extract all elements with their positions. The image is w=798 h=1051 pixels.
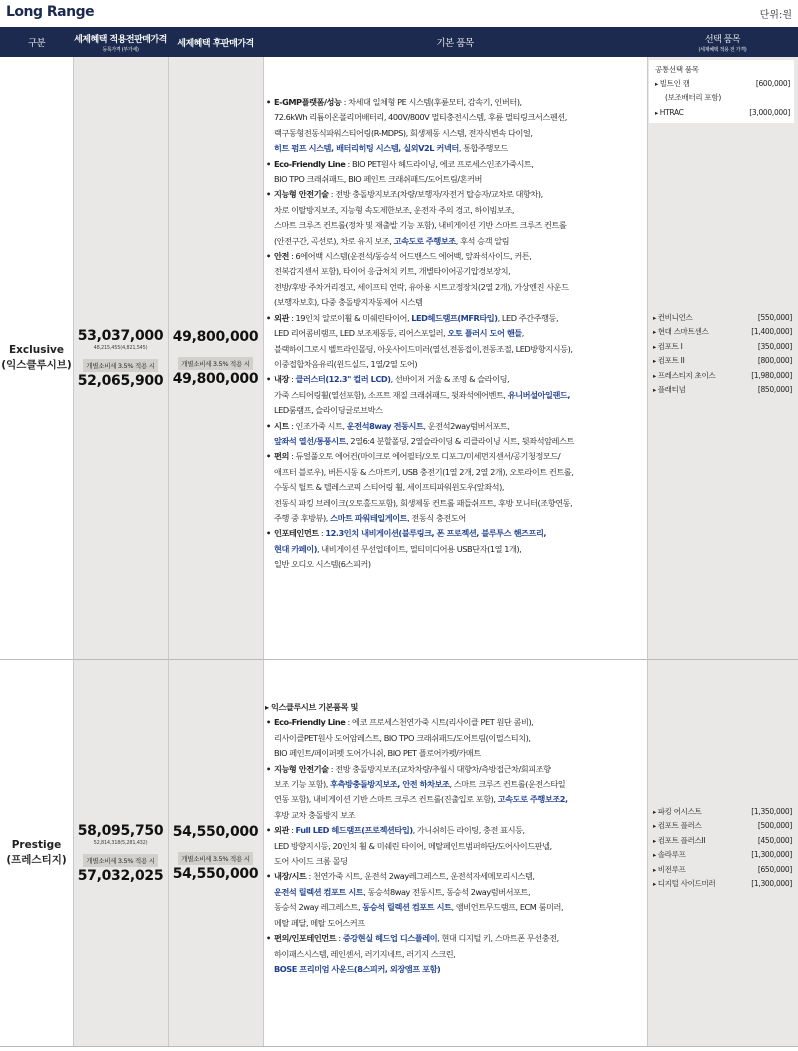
basic-line: 가죽 스티어링휠(열선포함), 소프트 재질 크래쉬패드, 뒷좌석에어벤트, 유니버설아일랜드,	[274, 389, 571, 400]
tax-tag: 개별소비세 3.5% 적용 시	[178, 852, 252, 865]
trim-name-en: Prestige	[11, 839, 62, 851]
option-item: ▸ 플래티넘 [850,000]	[653, 383, 796, 397]
price-after-cell	[168, 57, 263, 659]
option-item: ▸ 비전루프 [650,000]	[653, 863, 796, 877]
header-col-options-label: 선택 품목	[704, 34, 741, 45]
basic-item: • Eco-Friendly Line : BIO PET원사 헤드라이닝, 에코 프로세스인조가죽시트,	[263, 157, 647, 172]
trim-name-exclusive	[0, 57, 73, 659]
basic-item: • 내장/시트 : 천연가죽 시트, 운전석 2way레그레스트, 운전석자세메모리시스템,	[263, 869, 647, 884]
option-item: ▸ 빌트인 캠 [600,000]	[655, 77, 794, 91]
basic-line: BIO TPO 크래쉬패드, BIO 페인트 크래쉬패드/도어트림/혼커버	[274, 174, 483, 185]
price-before-sub: 48,215,455(4,821,545)	[93, 344, 148, 351]
header-col-price-before	[73, 27, 168, 57]
basic-line: 스마트 크루즈 컨트롤(정차 및 재출발 기능 포함), 내비게이션 기반 스마트 크루즈 컨트롤	[274, 220, 567, 231]
basic-line: 히트 펌프 시스템, 배터리히팅 시스템, 실외V2L 커넥터, 통합주행모드	[274, 143, 508, 154]
basic-head: ▸ 익스클루시브 기본품목 및	[265, 702, 358, 712]
basic-line: 애프터 블로우), 버튼시동 & 스마트키, USB 충전기(1열 2개, 2열 2개), 오토라이트 컨트롤,	[274, 466, 574, 477]
basic-item: • 내장 : 클러스터(12.3" 컬러 LCD), 선바이저 거울 & 조명 & 슬라이딩,	[263, 372, 647, 387]
tax-tag: 개별소비세 3.5% 적용 시	[83, 854, 157, 867]
basic-line: (안전구간, 곡선로), 차로 유지 보조, 고속도로 주행보조, 후석 승객 알림	[274, 235, 510, 246]
basic-item: • 외관 : 19인치 알로이휠 & 미쉐린타이어, LED헤드램프(MFR타입), LED 주간주행등,	[263, 311, 647, 326]
col-divider	[263, 57, 264, 1046]
basic-item: • 편의/인포테인먼트 : 증강현실 헤드업 디스플레이, 현대 디지털 키, 스마트폰 무선충전,	[263, 931, 647, 946]
price-before-sub: 52,814,318(5,281,432)	[93, 839, 148, 846]
unit-label: 단위:원	[759, 10, 792, 21]
basic-line: 전방/후방 주차거리경고, 세이프티 언락, 유아용 시트고정장치(2열 2개), 가상엔진 사운드	[274, 281, 569, 292]
basic-line: (보행자보호), 다중 충돌방지자동제어 시스템	[274, 297, 423, 308]
basic-item: • 지능형 안전기술 : 전방 충돌방지보조(차량/보행자/자전거 탑승자/교차로 대향차),	[263, 187, 647, 202]
header-col-basic	[263, 27, 647, 57]
basic-item: • Eco-Friendly Line : 에코 프로세스천연가죽 시트(리사이클 PET 원단 콤비),	[263, 715, 647, 730]
basic-line: 주행 중 후방뷰), 스마트 파워테일게이트, 전동식 충전도어	[274, 512, 466, 523]
basic-line: 72.6kWh 리튬이온폴리머배터리, 400V/800V 멀티충전시스템, 후륜 멀티링크서스펜션,	[274, 112, 567, 123]
options-exclusive	[647, 57, 798, 659]
option-item: ▸ HTRAC [3,000,000]	[655, 106, 794, 120]
option-item: ▸ 프레스티지 초이스 [1,980,000]	[653, 369, 796, 383]
basic-items-prestige	[263, 660, 647, 1046]
price-after-cell	[168, 660, 263, 1046]
option-item: ▸ 컴포트 I [350,000]	[653, 340, 796, 354]
options-prestige	[647, 660, 798, 1046]
header-col-basic-label: 기본 품목	[436, 38, 474, 49]
page-title: Long Range	[6, 4, 95, 20]
price-after: 54,550,000	[172, 824, 259, 840]
basic-item: • 안전 : 6에어백 시스템(운전석/동승석 어드밴스드 에어백, 앞좌석사이드, 커튼,	[263, 249, 647, 264]
common-options-title: 공통선택 품목	[655, 65, 699, 74]
basic-line: 연동 포함), 내비게이션 기반 스마트 크루즈 컨트롤(진출입로 포함), 고속도로 주행보조2,	[274, 794, 568, 805]
basic-line: 리사이클PET원사 도어암레스트, BIO TPO 크래쉬패드/도어트림(이멀스티치),	[274, 732, 531, 743]
basic-line: LED룸램프, 슬라이딩글로브박스	[274, 405, 383, 416]
basic-line: LED 리어콤비램프, LED 보조제동등, 리어스포일러, 오토 플러시 도어 핸들,	[274, 328, 524, 339]
col-divider	[647, 57, 648, 1046]
basic-item: • 편의 : 듀얼풀오토 에어컨(마이크로 에어필터/오토 디포그/미세먼지센서/공기청정모드/	[263, 449, 647, 464]
basic-line: BOSE 프리미엄 사운드(8스피커, 외장앰프 포함)	[274, 963, 441, 974]
price-before-cell	[73, 57, 168, 659]
col-divider	[73, 57, 74, 1046]
basic-line: 이중접합차음유리(윈드실드, 1열/2열 도어)	[274, 358, 418, 369]
basic-line: 동승석 2way 레그레스트, 동승석 릴렉션 컴포트 시트, 앰비언트무드램프, ECM 룸미러,	[274, 902, 564, 913]
basic-item: • E-GMP플랫폼/성능 : 차세대 일체형 PE 시스템(후륜모터, 감속기, 인버터),	[263, 95, 647, 110]
basic-line: 보조 기능 포함), 후측방충돌방지보조, 안전 하차보조, 스마트 크루즈 컨트롤(운전스타일	[274, 779, 566, 790]
trim-row-exclusive	[0, 57, 798, 659]
option-item: ▸ 컴포트 플러스II [450,000]	[653, 834, 796, 848]
option-note: (보조배터리 포함)	[665, 93, 721, 103]
basic-line: 도어 사이드 크롬 몰딩	[274, 856, 348, 867]
price-before-cell	[73, 660, 168, 1046]
basic-line: 현대 카페이), 내비게이션 무선업데이트, 멀티미디어용 USB단자(1열 1개),	[274, 543, 522, 554]
price-after: 49,800,000	[172, 329, 259, 345]
basic-line: 블랙하이그로시 벨트라인몰딩, 아웃사이드미러(열선,전동접이,전동조절, LED방향지시등),	[274, 343, 573, 354]
header-col-category-label: 구분	[27, 38, 46, 49]
price-before-tax: 57,032,025	[77, 867, 164, 884]
common-options-box	[649, 60, 794, 123]
basic-line: 전복감지센서 포함), 타이어 응급처치 키트, 개별타이어공기압경보장치,	[274, 266, 511, 277]
option-item: ▸ 컴포트 II [800,000]	[653, 354, 796, 368]
basic-line: 운전석 릴렉션 컴포트 시트, 동승석8way 전동시트, 동승석 2way럼버서포트,	[274, 886, 531, 897]
header-col-price-before-sub: 등록가격 (부가세)	[102, 46, 139, 53]
basic-line: BIO 페인트/페이퍼펫 도어가니쉬, BIO PET 플로어카펫/카매트	[274, 748, 481, 759]
price-before-tax: 52,065,900	[77, 372, 164, 389]
header-col-price-before-label: 세제혜택 적용전판매가격	[74, 34, 167, 45]
option-item: ▸ 현대 스마트센스 [1,400,000]	[653, 325, 796, 339]
basic-item: • 시트 : 인조가죽 시트, 운전석8way 전동시트, 운전석2way럼버서포트,	[263, 419, 647, 434]
header-col-options	[647, 27, 798, 57]
header-col-price-after-label: 세제혜택 후판매가격	[177, 38, 254, 49]
basic-line: 차로 이탈방지보조, 지능형 속도제한보조, 운전자 주의 경고, 하이빔보조,	[274, 204, 514, 215]
basic-line: 랙구동형전동식파워스티어링(R-MDPS), 회생제동 시스템, 전자식변속 다이얼,	[274, 127, 533, 138]
option-list	[653, 311, 796, 397]
basic-item: • 지능형 안전기술 : 전방 충돌방지보조(교차차량/추월시 대향차/측방접근차/회피조향	[263, 762, 647, 777]
table-bottom-border	[0, 1046, 798, 1047]
option-item: ▸ 컴포트 플러스 [500,000]	[653, 819, 796, 833]
basic-line: 메탈 페달, 메탈 도어스커프	[274, 917, 365, 928]
basic-line: LED 방향지시등, 20인치 휠 & 미쉐린 타이어, 메탈페인트범퍼하단/도어사이드판넬,	[274, 840, 552, 851]
basic-line: 앞좌석 열선/통풍시트, 2열6:4 분할폴딩, 2열슬라이딩 & 리클라이닝 시트, 뒷좌석암레스트	[274, 435, 574, 446]
basic-item: • 인포테인먼트 : 12.3인치 내비게이션(블루링크, 폰 프로젝션, 블루투스 핸즈프리,	[263, 526, 647, 541]
basic-items-exclusive	[263, 57, 647, 659]
trim-name-ko: (프레스티지)	[6, 854, 67, 866]
trim-name-en: Exclusive	[8, 344, 65, 356]
header-col-options-sub: (세제혜택 적용 전 가격)	[698, 46, 747, 53]
basic-item: • 외관 : Full LED 헤드램프(프로젝션타입), 가니쉬히든 라이팅, 충전 표시등,	[263, 823, 647, 838]
option-item: ▸ 디지털 사이드미러 [1,300,000]	[653, 877, 796, 891]
tax-tag: 개별소비세 3.5% 적용 시	[83, 359, 157, 372]
option-item: ▸ 파킹 어시스트 [1,350,000]	[653, 805, 796, 819]
price-after-tax: 49,800,000	[172, 371, 259, 387]
trim-row-prestige	[0, 660, 798, 1046]
basic-line: 하이패스시스템, 레인센서, 러기지네트, 러기지 스크린,	[274, 948, 456, 959]
header-col-category	[0, 27, 73, 57]
basic-line: 전동식 파킹 브레이크(오토홀드포함), 회생제동 컨트롤 패들쉬프트, 후방 모니터(조향연동,	[274, 497, 573, 508]
option-list	[653, 805, 796, 891]
option-item: ▸ 컨비니언스 [550,000]	[653, 311, 796, 325]
col-divider	[168, 57, 169, 1046]
price-before: 58,095,750	[77, 822, 164, 839]
basic-line: 후방 교차 충돌방지 보조	[274, 809, 356, 820]
trim-name-prestige	[0, 660, 73, 1046]
option-item: ▸ 솔라루프 [1,300,000]	[653, 848, 796, 862]
price-before: 53,037,000	[77, 327, 164, 344]
basic-line: 일반 오디오 시스템(6스피커)	[274, 559, 371, 570]
price-after-tax: 54,550,000	[172, 866, 259, 882]
tax-tag: 개별소비세 3.5% 적용 시	[178, 357, 252, 370]
header-col-price-after	[168, 27, 263, 57]
basic-line: 수동식 틸트 & 텔레스코픽 스티어링 휠, 세이프티파워윈도우(앞좌석),	[274, 482, 505, 493]
trim-name-ko: (익스클루시브)	[1, 359, 72, 371]
